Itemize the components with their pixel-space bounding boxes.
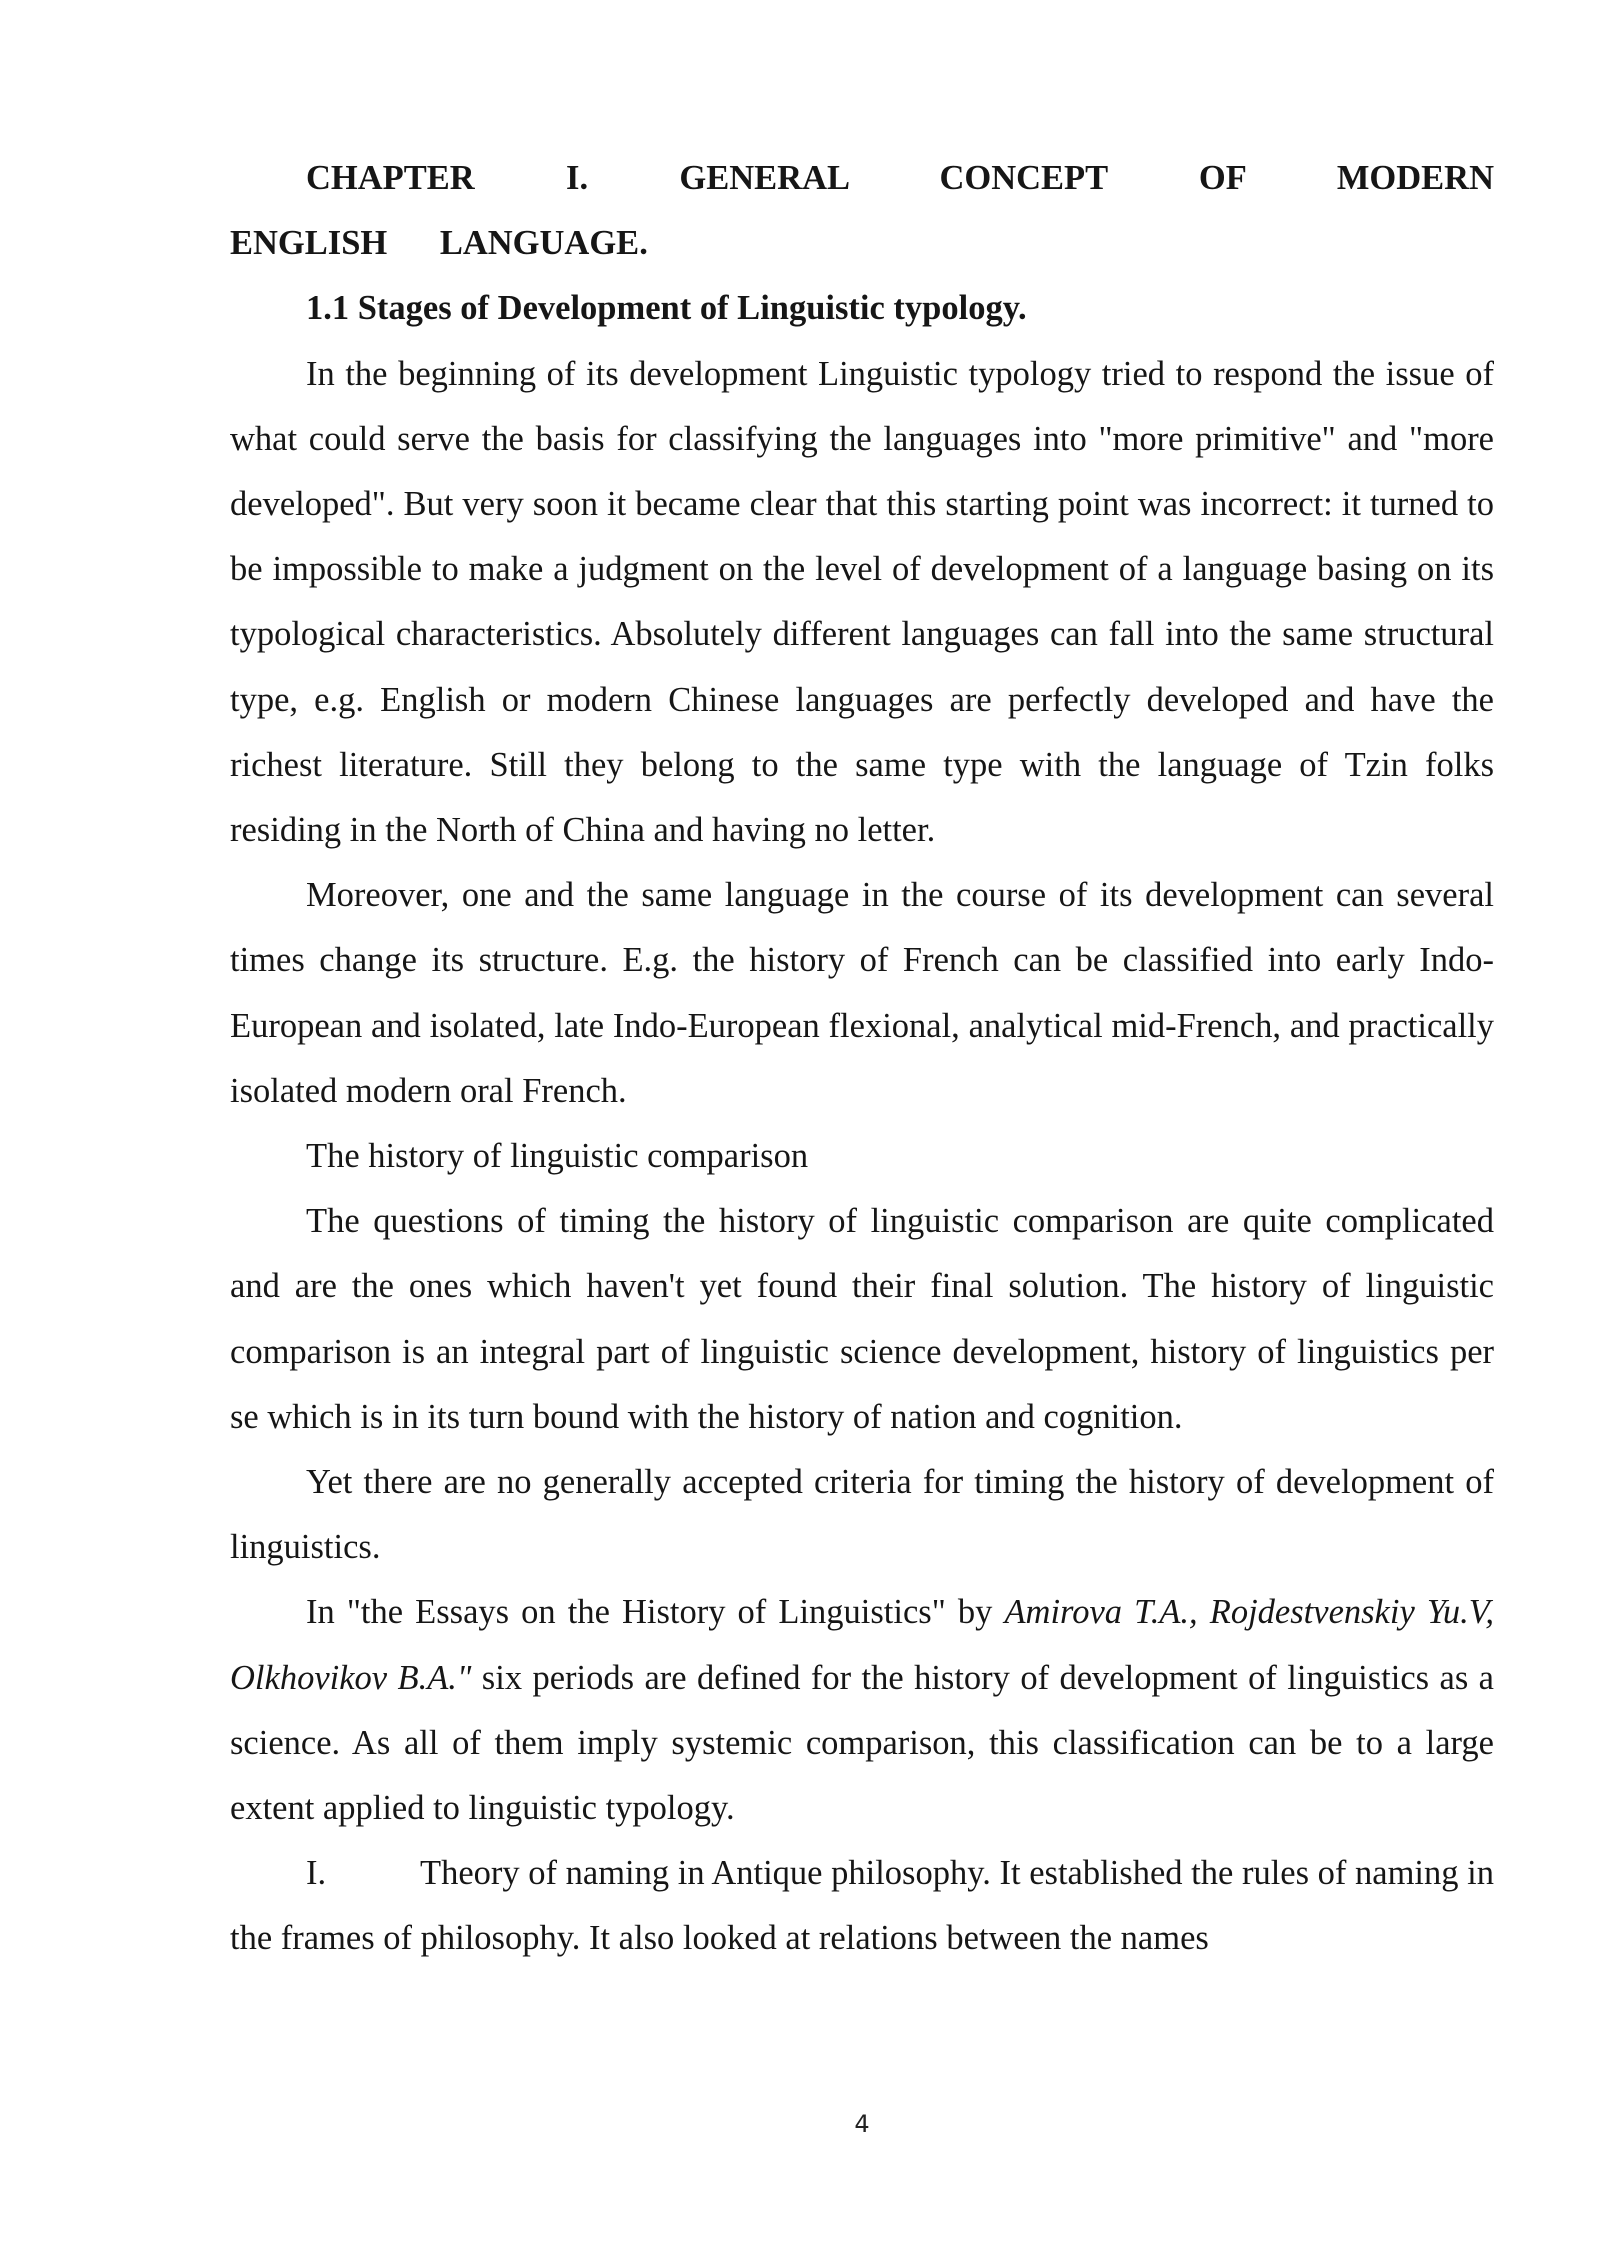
- paragraph-history-title: The history of linguistic comparison: [306, 1137, 809, 1176]
- list-item-text: Theory of naming in Antique philosophy. It established the rules of naming in the frames of philosophy. It also looked at relations between the names: [230, 1854, 1494, 1958]
- essays-text-before: In "the Essays on the History of Linguistics" by: [306, 1593, 1005, 1632]
- essays-text-after: six periods are defined for the history of development of linguistics as a science. As all of them imply systemic comparison, this classification can be to a large extent applied to linguistic typology.: [230, 1658, 1494, 1828]
- list-marker: I.: [306, 1854, 327, 1893]
- list-item-antique-philosophy: [230, 1841, 1494, 1971]
- paragraph-timing-questions: The questions of timing the history of linguistic comparison are quite complicated and are the ones which haven't yet found their final solution. The history of linguistic comparison is an integral part of linguistic science development, history of linguistics per se which is in its turn bound with the history of nation and cognition.: [230, 1202, 1494, 1436]
- essays-authors: Amirova T.A., Rojdestvenskiy Yu.V, Olkhovikov B.A.": [230, 1593, 1494, 1697]
- paragraph-no-criteria: Yet there are no generally accepted criteria for timing the history of development of linguistics.: [230, 1463, 1494, 1567]
- page-number: 4: [854, 2110, 870, 2138]
- page-content: [230, 146, 1494, 1972]
- chapter-heading: CHAPTER I. GENERAL CONCEPT OF MODERN ENGLISH LANGUAGE.: [230, 159, 1494, 263]
- section-heading: 1.1 Stages of Development of Linguistic typology.: [306, 289, 1027, 328]
- paragraph-language-structure-change: Moreover, one and the same language in the course of its development can several times change its structure. E.g. the history of French can be classified into early Indo-European and isolated, late Indo-European flexional, analytical mid-French, and practically isolated modern oral French.: [230, 876, 1494, 1110]
- paragraph-typology-beginning: In the beginning of its development Linguistic typology tried to respond the issue of what could serve the basis for classifying the languages into "more primitive" and "more developed". But very soon it became clear that this starting point was incorrect: it turned to be impossible to make a judgment on the level of development of a language basing on its typological characteristics. Absolutely different languages can fall into the same structural type, e.g. English or modern Chinese languages are perfectly developed and have the richest literature. Still they belong to the same type with the language of Tzin folks residing in the North of China and having no letter.: [230, 354, 1494, 850]
- paragraph-essays: [230, 1580, 1494, 1841]
